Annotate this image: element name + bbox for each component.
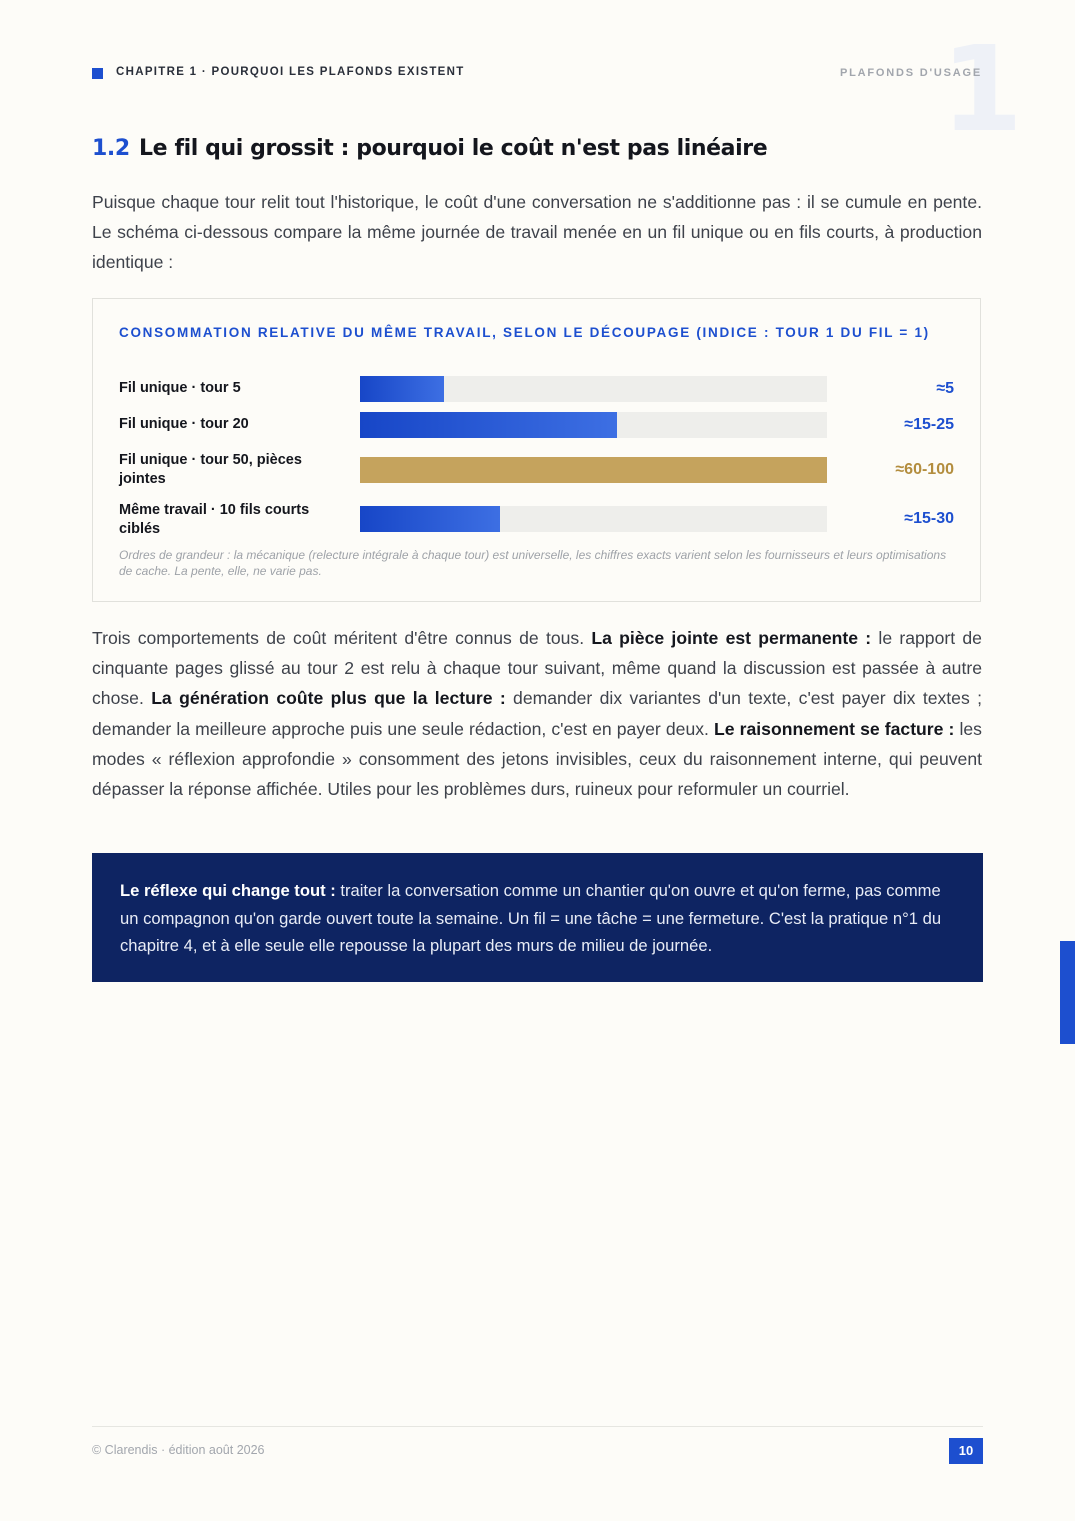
chart-row — [93, 376, 980, 402]
emphasis-generation: La génération coûte plus que la lecture : — [151, 688, 506, 709]
key-takeaway-callout — [92, 853, 983, 982]
footer-copyright: © Clarendis · édition août 2026 — [92, 1443, 265, 1457]
paragraph-text: Trois comportements de coût méritent d'être connus de tous. — [92, 628, 592, 648]
page-number-badge: 10 — [949, 1438, 983, 1464]
paragraph-text: les modes « réflexion approfondie » consomment des jetons invisibles, ceux du raisonnement interne, qui peuvent dépasser la réponse affichée. Utiles pour les problèmes durs, ruineux pour reformuler un courriel. — [92, 718, 982, 800]
footer-divider — [92, 1426, 983, 1427]
bar-value-label: ≈15-30 — [904, 510, 954, 527]
bar-value-label: ≈60-100 — [895, 461, 954, 478]
bar — [360, 376, 444, 402]
bar-track — [360, 412, 827, 438]
section-heading — [92, 136, 767, 161]
bar-track — [360, 506, 827, 532]
bar-track — [360, 457, 827, 483]
cost-behaviors-paragraph — [92, 623, 982, 804]
callout-text — [120, 877, 955, 960]
emphasis-attachment: La pièce jointe est permanente : — [591, 628, 872, 648]
header-document-title: PLAFONDS D'USAGE — [839, 67, 982, 79]
bar-category-label: Fil unique · tour 20 — [119, 416, 249, 432]
chart-row — [93, 451, 980, 491]
bar-category-label: Même travail · 10 fils courts ciblés — [119, 502, 310, 537]
bar-value-label: ≈5 — [936, 380, 954, 397]
emphasis-reasoning: Le raisonnement se facture : — [714, 718, 955, 739]
chart-title: CONSOMMATION RELATIVE DU MÊME TRAVAIL, SELON LE DÉCOUPAGE (INDICE : TOUR 1 DU FIL = 1) — [119, 325, 930, 340]
bar — [360, 457, 827, 483]
chart-row — [93, 501, 980, 541]
bar-category-label: Fil unique · tour 50, pièces jointes — [119, 452, 302, 487]
paragraph-text: demander dix variantes d'un texte, c'est payer dix textes ; demander la meilleure approche puis une seule rédaction, c'est en payer deux. — [92, 688, 982, 739]
page-header — [92, 66, 982, 82]
bar — [360, 412, 617, 438]
header-chapter-title: CHAPITRE 1 · POURQUOI LES PLAFONDS EXISTENT — [116, 66, 465, 78]
chapter-number-watermark: 1 — [940, 20, 1023, 158]
header-square-icon — [92, 68, 103, 79]
chart-note: Ordres de grandeur : la mécanique (relecture intégrale à chaque tour) est universelle, les chiffres exacts varient selon les fournisseurs et leurs optimisations de cache. La pente, elle, ne varie pas. — [119, 548, 947, 578]
chapter-side-tab — [1060, 941, 1075, 1044]
bar-value-label: ≈15-25 — [904, 416, 954, 433]
intro-paragraph: Puisque chaque tour relit tout l'historique, le coût d'une conversation ne s'additionne pas : il se cumule en pente. Le schéma ci-dessous compare la même journée de travail menée en un fil unique ou en fils courts, à production identique : — [92, 192, 982, 273]
section-title: Le fil qui grossit : pourquoi le coût n'est pas linéaire — [139, 136, 768, 161]
chart-row — [93, 412, 980, 438]
callout-body: traiter la conversation comme un chantier qu'on ouvre et qu'on ferme, pas comme un compagnon qu'on garde ouvert toute la semaine. Un fil = une tâche = une fermeture. C'est la pratique n°1 du chapitre 4, et à elle seule elle repousse la plupart des murs de milieu de journée. — [120, 881, 942, 955]
callout-lead: Le réflexe qui change tout : — [120, 881, 336, 900]
paragraph-text: le rapport de cinquante pages glissé au tour 2 est relu à chaque tour suivant, même quand la discussion est passée à autre chose. — [92, 628, 982, 709]
bar-track — [360, 376, 827, 402]
consumption-chart — [92, 298, 981, 602]
section-number: 1.2 — [92, 136, 130, 161]
bar-category-label: Fil unique · tour 5 — [119, 380, 241, 396]
bar — [360, 506, 500, 532]
